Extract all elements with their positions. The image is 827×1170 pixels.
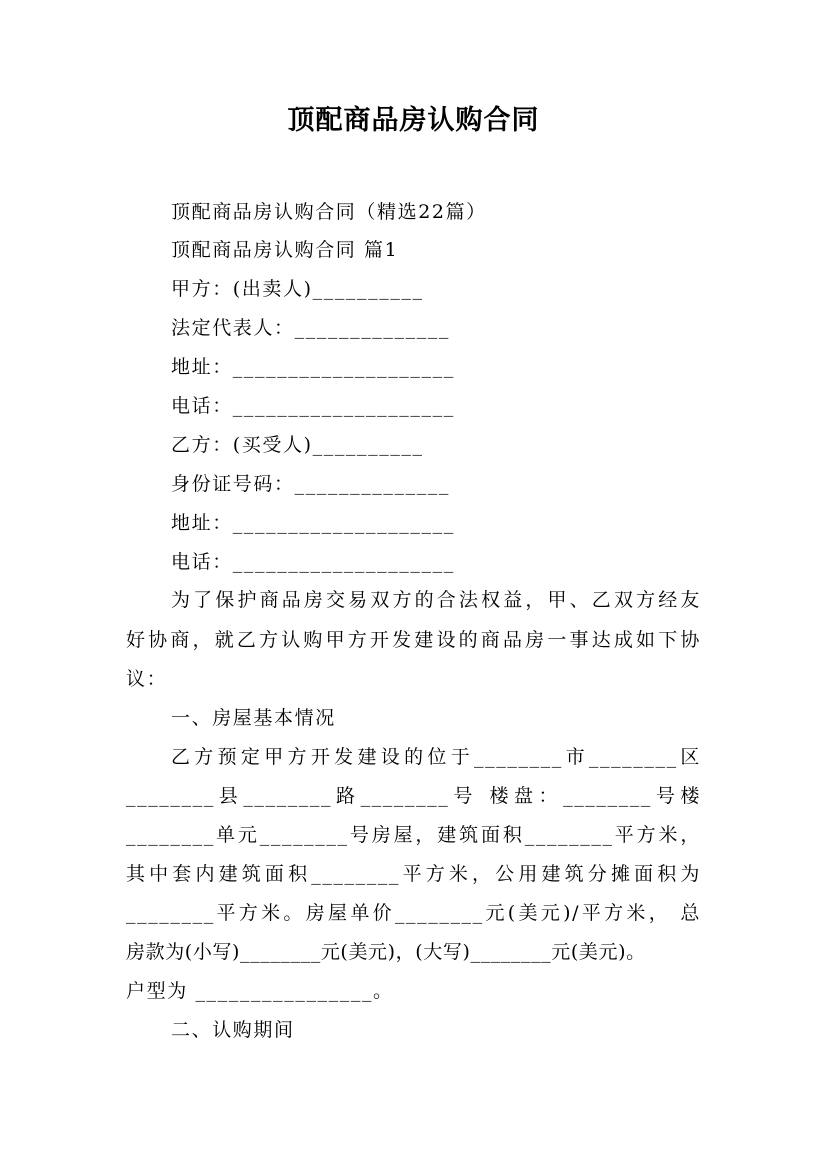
party-b-buyer: 乙方：(买受人)__________	[171, 434, 424, 456]
preamble-line-1: 为了保护商品房交易双方的合法权益，甲、乙双方经友	[171, 589, 701, 611]
section-heading: 顶配商品房认购合同 篇1	[171, 239, 399, 261]
party-a-seller: 甲方：(出卖人)__________	[171, 278, 424, 300]
preamble-line-2: 好协商，就乙方认购甲方开发建设的商品房一事达成如下协	[126, 629, 701, 651]
party-b-phone: 电话：____________________	[171, 551, 455, 573]
party-a-phone: 电话：____________________	[171, 395, 455, 417]
clause-1-line-3: ________单元________号房屋，建筑面积________平方米，	[126, 824, 701, 846]
clause-1-line-6: 房款为(小写)________元(美元)，(大写)________元(美元)。	[126, 941, 646, 963]
party-a-address: 地址：____________________	[171, 356, 455, 378]
legal-representative: 法定代表人：______________	[171, 317, 451, 339]
clause-1-line-2: ________县________路________号 楼盘：________号楼	[126, 785, 701, 807]
party-b-address: 地址：____________________	[171, 512, 455, 534]
clause-1-line-7: 户型为 ________________。	[126, 980, 394, 1002]
clause-1-line-5: ________平方米。房屋单价________元(美元)/平方米， 总	[126, 902, 701, 924]
clause-1-line-1: 乙方预定甲方开发建设的位于________市________区	[171, 746, 701, 768]
document-title: 顶配商品房认购合同	[287, 105, 540, 136]
clause-1-heading: 一、房屋基本情况	[171, 707, 336, 729]
clause-1-line-4: 其中套内建筑面积________平方米，公用建筑分摊面积为	[126, 863, 701, 885]
preamble-line-3: 议：	[126, 668, 168, 690]
clause-2-heading: 二、认购期间	[171, 1019, 295, 1041]
id-number: 身份证号码：______________	[171, 473, 451, 495]
subtitle: 顶配商品房认购合同（精选22篇）	[171, 201, 487, 223]
